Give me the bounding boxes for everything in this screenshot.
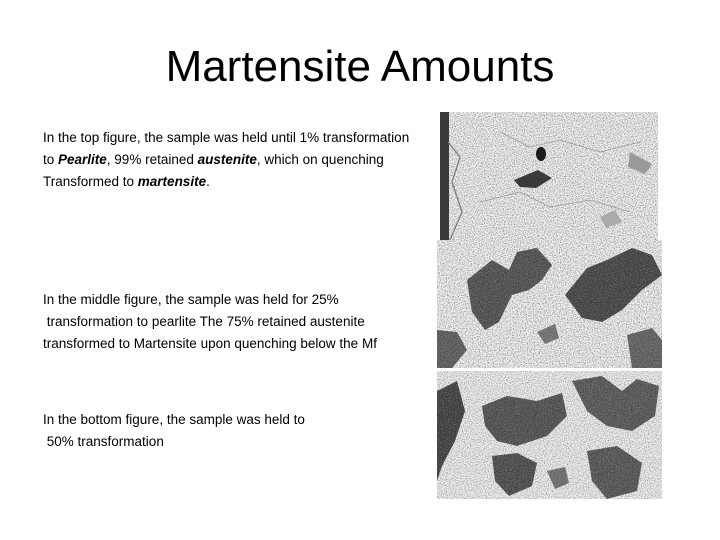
text-segment: . xyxy=(206,174,210,189)
slide-title: Martensite Amounts xyxy=(165,42,555,91)
text-line: 50% transformation xyxy=(43,434,164,449)
micrograph-middle xyxy=(437,240,662,368)
text-segment: , 99% retained xyxy=(106,152,198,167)
text-segment: to xyxy=(43,152,59,167)
micrograph-top xyxy=(440,112,658,240)
text-segment: Transformed to xyxy=(43,174,138,189)
text-line: In the bottom figure, the sample was held to xyxy=(43,412,305,427)
term-martensite: martensite xyxy=(137,174,207,189)
paragraph-middle-figure xyxy=(43,289,438,355)
text-line: In the middle figure, the sample was held for 25% xyxy=(43,292,339,307)
paragraph-bottom-figure xyxy=(43,409,438,453)
paragraph-top-figure xyxy=(43,127,438,193)
text-line: transformation to pearlite The 75% retained austenite xyxy=(43,314,365,329)
micrograph-bottom xyxy=(437,371,662,499)
text-line: transformed to Martensite upon quenching below the Mf xyxy=(43,336,377,351)
term-austenite: austenite xyxy=(197,152,257,167)
term-pearlite: Pearlite xyxy=(58,152,107,167)
text-line: In the top figure, the sample was held until 1% transformation xyxy=(43,130,410,145)
text-segment: , which on quenching xyxy=(256,152,384,167)
